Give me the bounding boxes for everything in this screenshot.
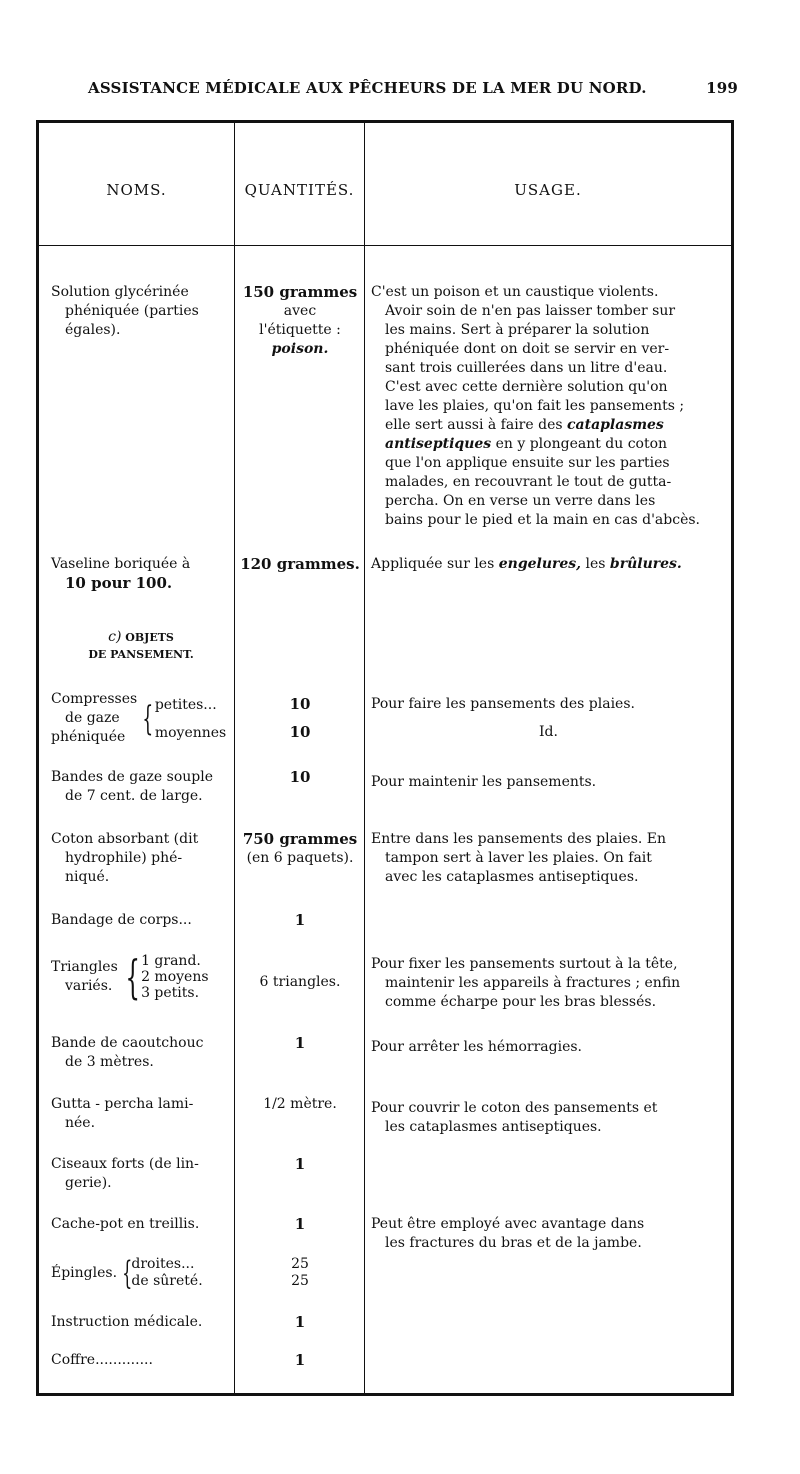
row-caoutchouc-quantity: 1 (294, 1034, 306, 1052)
row-bandes-gaze-usage: Pour maintenir les pansements. (371, 774, 597, 790)
column-header-noms: NOMS. (106, 181, 167, 199)
row-compresses-usage: Pour faire les pansements des plaies. Id. (371, 696, 635, 740)
row-cachepot-quantity: 1 (294, 1215, 306, 1233)
row-ciseaux-name: Ciseaux forts (de lin- gerie). (51, 1156, 199, 1191)
row-gutta-name: Gutta - percha lami- née. (51, 1096, 194, 1131)
row-coffre-quantity: 1 (294, 1351, 306, 1369)
row-bandage-name: Bandage de corps... (51, 912, 192, 928)
row-triangles-name: Triangles variés. { 1 grand. 2 moyens 3 petits. (51, 950, 209, 1004)
row-coffre-name: Coffre............. (51, 1352, 153, 1368)
row-bandage-quantity: 1 (294, 911, 306, 929)
row-vaseline-name: Vaseline boriquée à 10 pour 100. (51, 556, 191, 592)
row-instruction-quantity: 1 (294, 1313, 306, 1331)
column-header-usage: USAGE. (514, 181, 582, 199)
row-compresses-name: Compresses de gaze phéniquée { petites... moyennes (51, 691, 227, 745)
brace-glyph: { (142, 698, 154, 739)
row-coton-quantity: 750 grammes (en 6 paquets). (242, 830, 358, 866)
running-title: ASSISTANCE MÉDICALE AUX PÊCHEURS DE LA MER DU NORD. (88, 79, 647, 97)
brace-glyph: { (122, 1254, 133, 1292)
column-header-quantites: QUANTITÉS. (244, 181, 355, 199)
header-rule (39, 245, 731, 246)
row-solution-quantity: 150 grammes avec l'étiquette : poison. (242, 283, 358, 357)
supplies-table (36, 120, 734, 1396)
row-vaseline-usage: Appliquée sur les engelures, les brûlures. (371, 556, 682, 572)
row-cachepot-usage: Peut être employé avec avantage dans les fractures du bras et de la jambe. (371, 1216, 645, 1251)
row-vaseline-quantity: 120 grammes. (240, 555, 360, 573)
row-instruction-name: Instruction médicale. (51, 1314, 203, 1330)
row-epingles-name: Épingles. { droites... de sûreté. (51, 1254, 203, 1292)
row-coton-usage: Entre dans les pansements des plaies. En tampon sert à laver les plaies. On fait avec les cataplasmes antiseptiques. (371, 831, 667, 885)
row-solution-name: Solution glycérinée phéniquée (parties égales). (51, 284, 199, 338)
column-divider (364, 123, 365, 1393)
row-bandes-gaze-name: Bandes de gaze souple de 7 cent. de large. (51, 769, 214, 804)
row-gutta-quantity: 1/2 mètre. (263, 1096, 337, 1112)
row-epingles-quantity: 25 25 (291, 1256, 309, 1289)
row-triangles-quantity: 6 triangles. (259, 974, 341, 990)
row-ciseaux-quantity: 1 (294, 1155, 306, 1173)
section-subhead: c) OBJETS DE PANSEMENT. (88, 629, 194, 661)
row-bandes-gaze-quantity: 10 (289, 768, 311, 786)
brace-glyph: { (125, 950, 140, 1004)
row-caoutchouc-usage: Pour arrêter les hémorragies. (371, 1039, 583, 1055)
row-compresses-quantity: 10 10 (289, 695, 311, 741)
row-caoutchouc-name: Bande de caoutchouc de 3 mètres. (51, 1035, 204, 1070)
row-coton-name: Coton absorbant (dit hydrophile) phé- niqué. (51, 831, 199, 885)
column-divider (234, 123, 235, 1393)
running-header (88, 79, 738, 97)
row-cachepot-name: Cache-pot en treillis. (51, 1216, 200, 1232)
row-gutta-usage: Pour couvrir le coton des pansements et les cataplasmes antiseptiques. (371, 1100, 658, 1135)
page-number: 199 (706, 79, 738, 97)
row-solution-usage: C'est un poison et un caustique violents. Avoir soin de n'en pas laisser tomber sur les mains. Sert à préparer la solution phéniquée dont on doit se servir en ver- sant trois cuillerées dans un litre d'eau. C'est avec cette dernière solution qu'on lave les plaies, qu'on fait les pansements ; elle sert aussi à faire des cataplasmes antiseptiques en y plongeant du coton que l'on applique ensuite sur les parties malades, en recouvrant le tout de gutta- percha. On en verse un verre dans les bains pour le pied et la main en cas d'abcès. (371, 284, 700, 528)
row-triangles-usage: Pour fixer les pansements surtout à la tête, maintenir les appareils à fractures ; enfin comme écharpe pour les bras blessés. (371, 956, 681, 1010)
